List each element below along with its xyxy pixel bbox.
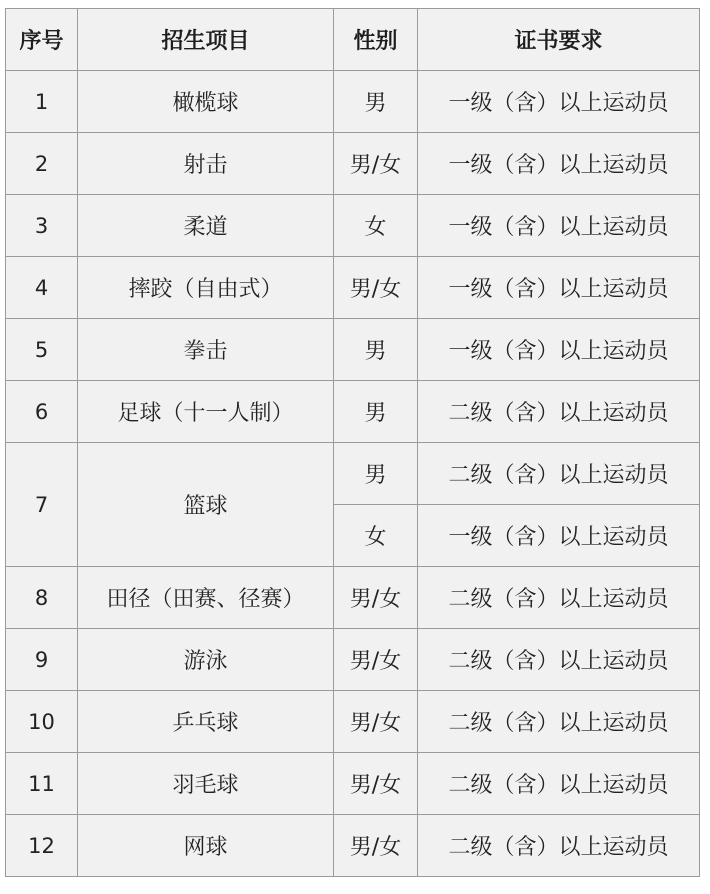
cell-project: 橄榄球: [78, 71, 334, 133]
cell-number: 3: [6, 195, 78, 257]
cell-project: 篮球: [78, 443, 334, 567]
cell-number: 1: [6, 71, 78, 133]
cell-certificate: 一级（含）以上运动员: [418, 319, 700, 381]
cell-gender: 男/女: [334, 133, 418, 195]
cell-project: 射击: [78, 133, 334, 195]
header-project: 招生项目: [78, 9, 334, 71]
cell-certificate: 二级（含）以上运动员: [418, 753, 700, 815]
cell-gender: 男/女: [334, 815, 418, 877]
cell-gender: 男: [334, 443, 418, 505]
cell-number: 2: [6, 133, 78, 195]
table-row: [6, 133, 700, 195]
cell-gender: 男/女: [334, 691, 418, 753]
cell-project: 拳击: [78, 319, 334, 381]
cell-certificate: 一级（含）以上运动员: [418, 195, 700, 257]
table-row: [6, 319, 700, 381]
table-row: [6, 567, 700, 629]
table-row: [6, 753, 700, 815]
cell-project: 足球（十一人制）: [78, 381, 334, 443]
cell-certificate: 二级（含）以上运动员: [418, 629, 700, 691]
cell-gender: 男/女: [334, 753, 418, 815]
table-row: [6, 71, 700, 133]
table-row: [6, 257, 700, 319]
header-certificate: 证书要求: [418, 9, 700, 71]
table-row: [6, 629, 700, 691]
admission-table: [5, 8, 700, 877]
cell-gender: 男/女: [334, 257, 418, 319]
table-row: [6, 815, 700, 877]
cell-certificate: 二级（含）以上运动员: [418, 443, 700, 505]
cell-certificate: 一级（含）以上运动员: [418, 133, 700, 195]
cell-certificate: 一级（含）以上运动员: [418, 71, 700, 133]
cell-certificate: 二级（含）以上运动员: [418, 691, 700, 753]
cell-project: 网球: [78, 815, 334, 877]
table-row: [6, 195, 700, 257]
cell-number: 12: [6, 815, 78, 877]
cell-certificate: 二级（含）以上运动员: [418, 567, 700, 629]
table-row: [6, 381, 700, 443]
cell-gender: 男: [334, 319, 418, 381]
cell-project: 羽毛球: [78, 753, 334, 815]
cell-number: 5: [6, 319, 78, 381]
cell-number: 7: [6, 443, 78, 567]
cell-certificate: 一级（含）以上运动员: [418, 505, 700, 567]
cell-number: 4: [6, 257, 78, 319]
table-row: [6, 443, 700, 505]
cell-number: 11: [6, 753, 78, 815]
cell-gender: 男/女: [334, 567, 418, 629]
cell-certificate: 一级（含）以上运动员: [418, 257, 700, 319]
cell-gender: 女: [334, 195, 418, 257]
cell-project: 田径（田赛、径赛）: [78, 567, 334, 629]
admission-table-container: [5, 8, 699, 877]
cell-gender: 男: [334, 71, 418, 133]
cell-number: 10: [6, 691, 78, 753]
header-number: 序号: [6, 9, 78, 71]
cell-project: 柔道: [78, 195, 334, 257]
cell-certificate: 二级（含）以上运动员: [418, 381, 700, 443]
header-gender: 性别: [334, 9, 418, 71]
cell-gender: 男: [334, 381, 418, 443]
cell-number: 8: [6, 567, 78, 629]
cell-gender: 男/女: [334, 629, 418, 691]
table-header-row: [6, 9, 700, 71]
cell-gender: 女: [334, 505, 418, 567]
cell-project: 游泳: [78, 629, 334, 691]
cell-number: 9: [6, 629, 78, 691]
cell-project: 摔跤（自由式）: [78, 257, 334, 319]
cell-number: 6: [6, 381, 78, 443]
cell-certificate: 二级（含）以上运动员: [418, 815, 700, 877]
table-row: [6, 691, 700, 753]
cell-project: 乒乓球: [78, 691, 334, 753]
